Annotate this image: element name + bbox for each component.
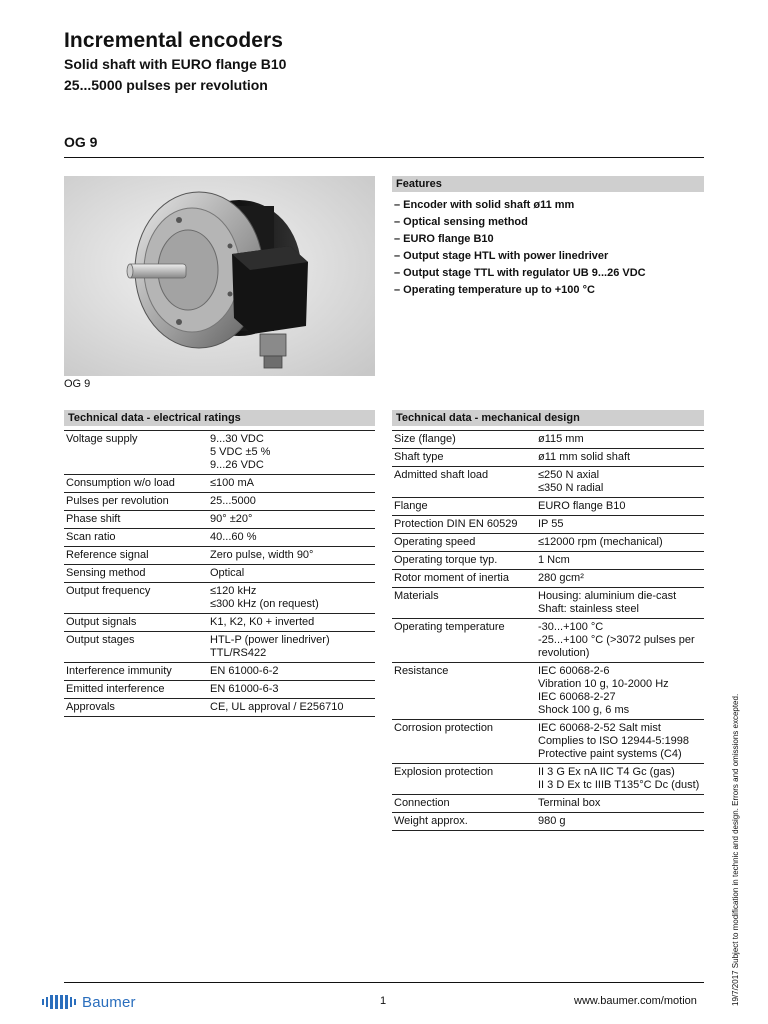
encoder-image [64, 176, 375, 376]
footer-url-link[interactable]: www.baumer.com/motion [574, 995, 697, 1007]
row-value: IEC 60068-2-6 Vibration 10 g, 10-2000 Hz IEC 60068-2-27 Shock 100 g, 6 ms [536, 663, 704, 720]
feature-item: – Operating temperature up to +100 °C [394, 284, 595, 296]
table-row [392, 795, 704, 813]
table-row [64, 583, 375, 614]
baumer-logo[interactable] [42, 992, 136, 1012]
table-row [392, 764, 704, 795]
row-label: Materials [392, 588, 536, 619]
product-photo [64, 176, 375, 376]
table-row [392, 663, 704, 720]
row-value: II 3 G Ex nA IIC T4 Gc (gas) II 3 D Ex tc IIIB T135°C Dc (dust) [536, 764, 704, 795]
row-label: Connection [392, 795, 536, 813]
table-row [392, 588, 704, 619]
row-value: Terminal box [536, 795, 704, 813]
feature-item: – Encoder with solid shaft ø11 mm [394, 199, 575, 211]
electrical-heading: Technical data - electrical ratings [64, 410, 375, 426]
row-label: Interference immunity [64, 663, 208, 681]
row-value: IEC 60068-2-52 Salt mist Complies to ISO 12944-5:1998 Protective paint systems (C4) [536, 720, 704, 764]
row-value: ø115 mm [536, 431, 704, 449]
row-value: 25...5000 [208, 493, 375, 511]
row-value: 1 Ncm [536, 552, 704, 570]
row-value: 9...30 VDC 5 VDC ±5 % 9...26 VDC [208, 431, 375, 475]
row-label: Voltage supply [64, 431, 208, 475]
row-value: 980 g [536, 813, 704, 831]
row-value: HTL-P (power linedriver) TTL/RS422 [208, 632, 375, 663]
row-label: Sensing method [64, 565, 208, 583]
table-row [64, 547, 375, 565]
row-value: ≤12000 rpm (mechanical) [536, 534, 704, 552]
row-value: ≤250 N axial ≤350 N radial [536, 467, 704, 498]
row-label: Weight approx. [392, 813, 536, 831]
feature-item: – Output stage HTL with power linedriver [394, 250, 609, 262]
row-value: ≤120 kHz ≤300 kHz (on request) [208, 583, 375, 614]
table-row [64, 632, 375, 663]
row-value: Housing: aluminium die-cast Shaft: stainless steel [536, 588, 704, 619]
row-label: Flange [392, 498, 536, 516]
baumer-logo-icon [42, 995, 78, 1009]
table-row [64, 475, 375, 493]
row-label: Operating speed [392, 534, 536, 552]
row-label: Shaft type [392, 449, 536, 467]
mechanical-heading: Technical data - mechanical design [392, 410, 704, 426]
row-value: EN 61000-6-2 [208, 663, 375, 681]
row-value: EURO flange B10 [536, 498, 704, 516]
row-label: Output signals [64, 614, 208, 632]
table-row [64, 511, 375, 529]
table-row [392, 431, 704, 449]
row-value: 280 gcm² [536, 570, 704, 588]
feature-item: – EURO flange B10 [394, 233, 494, 245]
row-value: 40...60 % [208, 529, 375, 547]
row-label: Corrosion protection [392, 720, 536, 764]
row-value: 90° ±20° [208, 511, 375, 529]
table-row [64, 614, 375, 632]
table-row [392, 813, 704, 831]
row-label: Protection DIN EN 60529 [392, 516, 536, 534]
row-label: Admitted shaft load [392, 467, 536, 498]
page-title: Incremental encoders [64, 29, 284, 52]
table-row [392, 516, 704, 534]
row-label: Operating torque typ. [392, 552, 536, 570]
table-row [392, 619, 704, 663]
table-row [64, 565, 375, 583]
table-row [392, 552, 704, 570]
table-row [392, 449, 704, 467]
row-label: Phase shift [64, 511, 208, 529]
table-row [64, 663, 375, 681]
table-row [64, 681, 375, 699]
table-row [64, 493, 375, 511]
row-label: Output stages [64, 632, 208, 663]
row-label: Scan ratio [64, 529, 208, 547]
table-row [64, 431, 375, 475]
row-label: Pulses per revolution [64, 493, 208, 511]
model-name: OG 9 [64, 134, 98, 150]
feature-item: – Optical sensing method [394, 216, 528, 228]
header-divider [64, 157, 704, 158]
footer-divider [64, 982, 704, 983]
row-value: CE, UL approval / E256710 [208, 699, 375, 717]
row-label: Operating temperature [392, 619, 536, 663]
table-row [64, 529, 375, 547]
row-value: Zero pulse, width 90° [208, 547, 375, 565]
table-row [392, 720, 704, 764]
features-list [394, 197, 646, 299]
row-label: Consumption w/o load [64, 475, 208, 493]
table-row [392, 534, 704, 552]
row-label: Resistance [392, 663, 536, 720]
row-label: Output frequency [64, 583, 208, 614]
row-label: Rotor moment of inertia [392, 570, 536, 588]
row-label: Explosion protection [392, 764, 536, 795]
row-value: ≤100 mA [208, 475, 375, 493]
row-value: Optical [208, 565, 375, 583]
subtitle-pulses: 25...5000 pulses per revolution [64, 77, 268, 93]
page-number: 1 [380, 995, 387, 1007]
row-label: Emitted interference [64, 681, 208, 699]
table-row [64, 699, 375, 717]
electrical-table [64, 430, 375, 717]
row-value: K1, K2, K0 + inverted [208, 614, 375, 632]
table-row [392, 498, 704, 516]
table-row [392, 467, 704, 498]
row-value: ø11 mm solid shaft [536, 449, 704, 467]
mechanical-table [392, 430, 704, 831]
row-value: IP 55 [536, 516, 704, 534]
side-disclaimer: 19/7/2017 Subject to modification in technic and design. Errors and omissions excepted. [731, 693, 740, 1006]
features-heading: Features [392, 176, 704, 192]
table-row [392, 570, 704, 588]
logo-wordmark: Baumer [82, 993, 136, 1011]
row-label: Approvals [64, 699, 208, 717]
row-label: Size (flange) [392, 431, 536, 449]
subtitle-shaft: Solid shaft with EURO flange B10 [64, 56, 287, 72]
row-value: EN 61000-6-3 [208, 681, 375, 699]
row-value: -30...+100 °C -25...+100 °C (>3072 pulses per revolution) [536, 619, 704, 663]
row-label: Reference signal [64, 547, 208, 565]
feature-item: – Output stage TTL with regulator UB 9...26 VDC [394, 267, 646, 279]
photo-caption: OG 9 [64, 378, 91, 390]
